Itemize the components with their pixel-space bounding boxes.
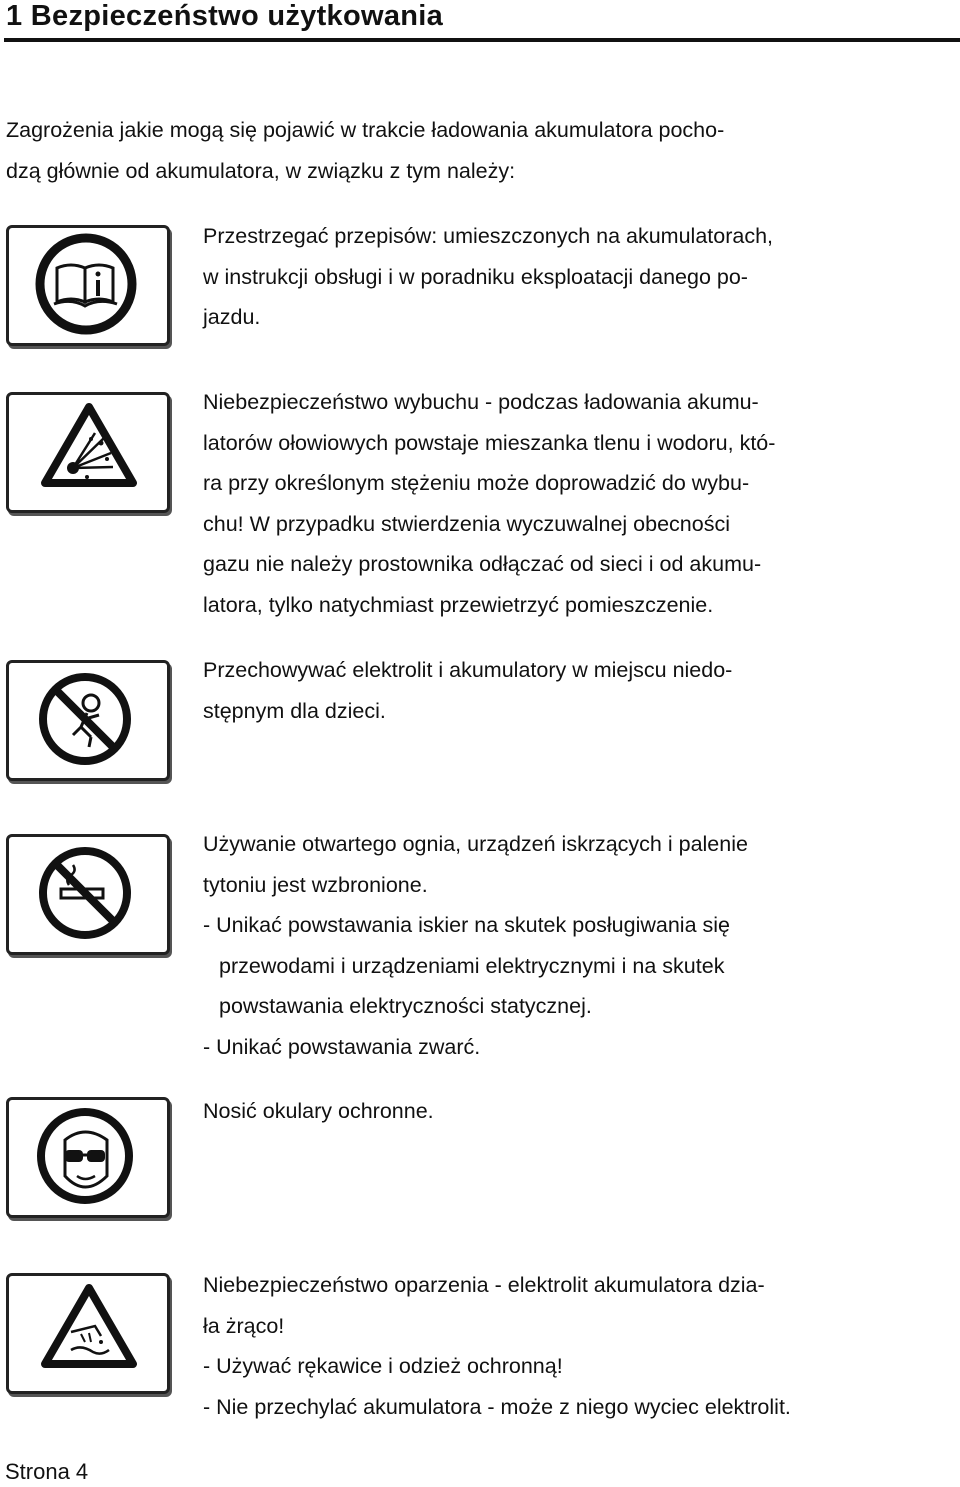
no-smoking-icon bbox=[9, 837, 167, 952]
section-line: tytoniu jest wzbronione. bbox=[203, 872, 428, 897]
section-line: przewodami i urządzeniami elektrycznymi i na skutek bbox=[219, 953, 725, 978]
page-footer: Strona 4 bbox=[5, 1459, 89, 1484]
section-line: gazu nie należy prostownika odłączać od sieci i od akumu- bbox=[203, 552, 762, 577]
section-line: ra przy określonym stężeniu może doprowadzić do wybu- bbox=[203, 471, 750, 496]
section-line: jazdu. bbox=[203, 305, 261, 330]
manual-book-icon bbox=[9, 228, 167, 343]
section-line: ła żrąco! bbox=[203, 1313, 285, 1338]
intro-line: Zagrożenia jakie mogą się pojawić w trakcie ładowania akumulatora pocho- bbox=[6, 118, 725, 142]
section-text bbox=[203, 1091, 434, 1132]
wear-safety-goggles-icon bbox=[9, 1100, 167, 1215]
section-line: latora, tylko natychmiast przewietrzyć pomieszczenie. bbox=[203, 592, 714, 617]
section-line: Przechowywać elektrolit i akumulatory w miejscu niedo- bbox=[203, 658, 733, 682]
section-line: Nosić okulary ochronne. bbox=[203, 1099, 434, 1123]
section-line: latorów ołowiowych powstaje mieszanka tlenu i wodoru, któ- bbox=[203, 430, 776, 455]
section-line: - Używać rękawice i odzież ochronną! bbox=[203, 1354, 563, 1379]
section-line: stępnym dla dzieci. bbox=[203, 698, 386, 723]
section-line: - Nie przechylać akumulatora - może z niego wyciec elektrolit. bbox=[203, 1394, 791, 1419]
section-line: Niebezpieczeństwo wybuchu - podczas ładowania akumu- bbox=[203, 390, 759, 414]
section-line: chu! W przypadku stwierdzenia wyczuwalnej obecności bbox=[203, 511, 730, 536]
explosion-warning-icon bbox=[9, 395, 167, 510]
keep-away-from-children-icon-box bbox=[6, 660, 170, 781]
section-line: Niebezpieczeństwo oparzenia - elektrolit akumulatora dzia- bbox=[203, 1273, 765, 1297]
keep-away-from-children-icon bbox=[9, 663, 167, 778]
section-text bbox=[203, 824, 748, 1068]
section-line: - Unikać powstawania iskier na skutek posługiwania się bbox=[203, 913, 731, 938]
page-title: 1 Bezpieczeństwo użytkowania bbox=[6, 0, 444, 32]
intro-paragraph bbox=[6, 110, 724, 191]
section-line: - Unikać powstawania zwarć. bbox=[203, 1034, 481, 1059]
section-text bbox=[203, 650, 732, 731]
no-smoking-icon-box bbox=[6, 834, 170, 955]
corrosive-hazard-icon-box bbox=[6, 1273, 170, 1394]
wear-safety-goggles-icon-box bbox=[6, 1097, 170, 1218]
intro-line: dzą głównie od akumulatora, w związku z tym należy: bbox=[6, 158, 516, 183]
section-line: w instrukcji obsługi i w poradniku eksploatacji danego po- bbox=[203, 264, 748, 289]
section-text bbox=[203, 382, 775, 626]
section-line: powstawania elektryczności statycznej. bbox=[219, 994, 592, 1019]
title-rule bbox=[4, 38, 960, 42]
section-line: Używanie otwartego ognia, urządzeń iskrzących i palenie bbox=[203, 832, 748, 856]
section-text bbox=[203, 1265, 791, 1427]
section-line: Przestrzegać przepisów: umieszczonych na akumulatorach, bbox=[203, 224, 774, 248]
manual-book-icon-box bbox=[6, 225, 170, 346]
explosion-warning-icon-box bbox=[6, 392, 170, 513]
section-text bbox=[203, 216, 773, 338]
corrosive-hazard-icon bbox=[9, 1276, 167, 1391]
